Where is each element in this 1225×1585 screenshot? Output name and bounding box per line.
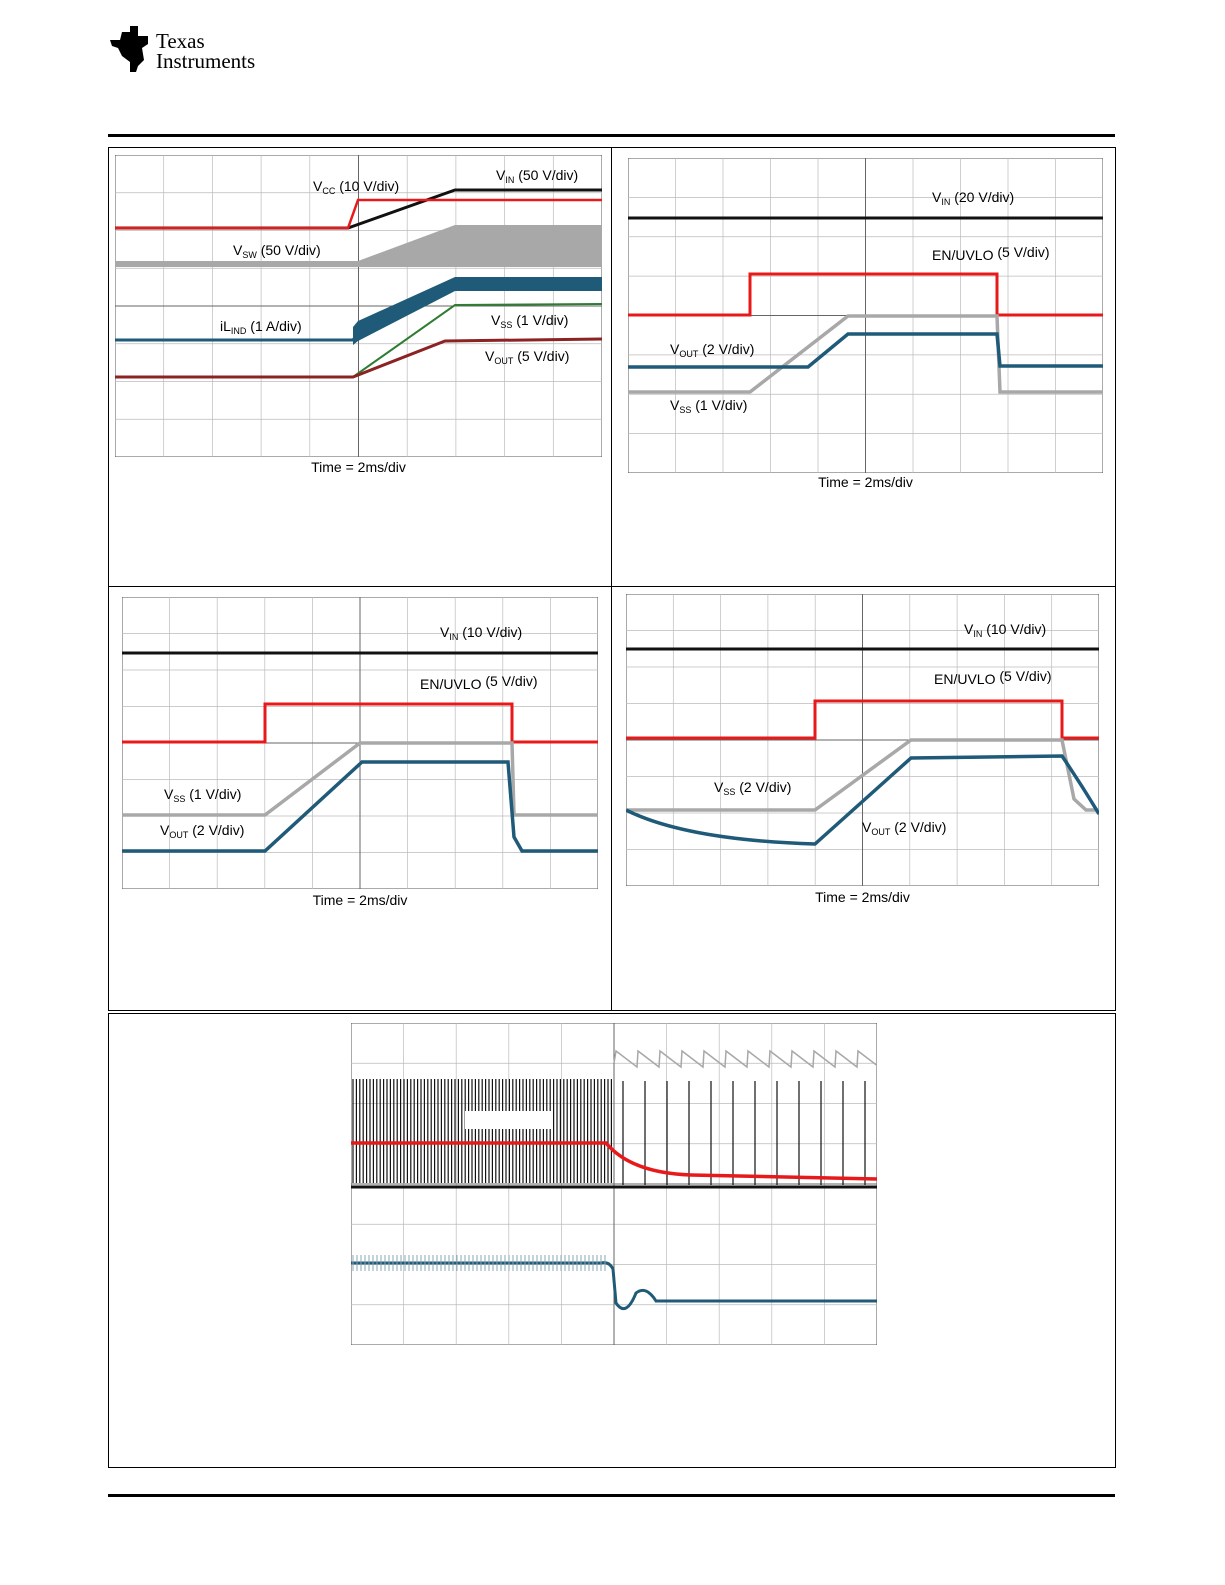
time-label-4: Time = 2ms/div (815, 889, 910, 905)
logo-line2: Instruments (156, 49, 256, 73)
label-vout: $V_{OUT}$ (5 V/div) (485, 348, 570, 366)
scope-plot-4 (626, 594, 1099, 886)
scope-figure-2 (628, 158, 1103, 473)
logo-line1: Texas (156, 29, 205, 53)
label-vss: $V_{SS}$ (1 V/div) (491, 312, 569, 330)
label-vin: $V_{IN}$ (50 V/div) (496, 167, 579, 185)
scope-plot-3 (122, 597, 598, 889)
label-vout: $V_{OUT}$ (2 V/div) (862, 819, 947, 837)
label-il: $iL_{IND}$ (1 A/div) (220, 318, 302, 336)
header-rule (108, 134, 1115, 137)
time-label-3: Time = 2ms/div (312, 892, 408, 908)
label-vout: $V_{OUT}$ (2 V/div) (160, 822, 245, 840)
label-vin: $V_{IN}$ (20 V/div) (932, 189, 1015, 207)
label-en-uvlo: EN/UVLO (5 V/div) (934, 668, 1052, 687)
label-vin: $V_{IN}$ (10 V/div) (440, 624, 523, 642)
ti-logo-icon (110, 26, 148, 72)
label-mask (465, 1111, 553, 1129)
label-en-uvlo: EN/UVLO (5 V/div) (420, 673, 538, 692)
scope-figure-5 (351, 1023, 877, 1345)
label-vout: $V_{OUT}$ (2 V/div) (670, 341, 755, 359)
label-vss: $V_{SS}$ (2 V/div) (714, 779, 792, 797)
scope-plot-2 (628, 158, 1103, 473)
time-label-2: Time = 2ms/div (818, 474, 913, 490)
ti-logo (108, 22, 308, 74)
label-vss: $V_{SS}$ (1 V/div) (164, 786, 242, 804)
footer-rule (108, 1494, 1115, 1497)
scope-figure-1 (115, 155, 602, 457)
scope-plot-5 (351, 1023, 877, 1345)
label-vss: $V_{SS}$ (1 V/div) (670, 397, 748, 415)
scope-figure-4 (626, 594, 1099, 886)
scope-figure-3 (122, 597, 598, 889)
label-vsw: $V_{SW}$ (50 V/div) (233, 242, 321, 260)
scope-plot-1 (115, 155, 602, 457)
time-label-1: Time = 2ms/div (311, 459, 406, 475)
label-vin: $V_{IN}$ (10 V/div) (964, 621, 1047, 639)
label-vcc: $V_{CC}$ (10 V/div) (313, 178, 400, 196)
label-en-uvlo: EN/UVLO (5 V/div) (932, 244, 1050, 263)
